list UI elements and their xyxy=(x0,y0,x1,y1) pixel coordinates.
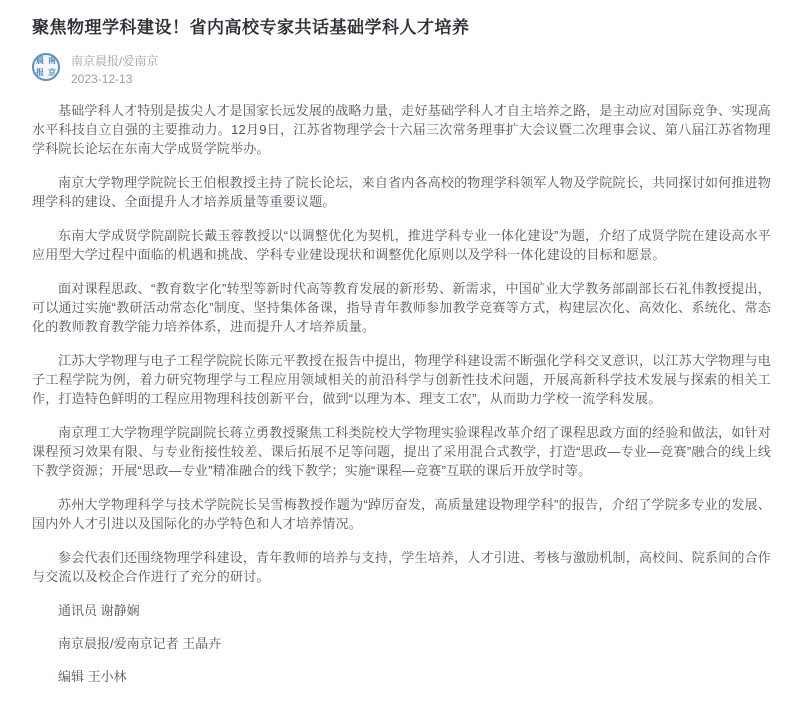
publisher-seal-icon xyxy=(32,53,60,81)
seal-char: 晨 xyxy=(36,56,44,65)
source-info xyxy=(71,53,158,86)
seal-char: 报 xyxy=(36,68,44,77)
seal-char: 京 xyxy=(48,68,56,77)
paragraph: 苏州大学物理科学与技术学院院长吴雪梅教授作题为“踔厉奋发，高质量建设物理学科”的报告，介绍了学院多专业的发展、国内外人才引进以及国际化的办学特色和人才培养情况。 xyxy=(32,497,771,531)
source-name: 南京晨报/爱南京 xyxy=(71,54,159,68)
seal-char: 南 xyxy=(48,56,56,65)
paragraph: 面对课程思政、“教育数字化”转型等新时代高等教育发展的新形势、新需求，中国矿业大学教务部副部长石礼伟教授提出，可以通过实施“教研活动常态化”制度、坚持集体备课，指导青年教师参加教学竞赛等方式，构建层次化、高效化、系统化、常态化的教师教育教学能力培养体系，进而提升人才培养质量。 xyxy=(32,281,771,334)
article-title: 聚焦物理学科建设！省内高校专家共话基础学科人才培养 xyxy=(32,18,470,37)
paragraph: 基础学科人才特别是拔尖人才是国家长远发展的战略力量，走好基础学科人才自主培养之路，是主动应对国际竞争、实现高水平科技自立自强的主要推动力。12月9日，江苏省物理学会十六届三次常务理事扩大会议暨二次理事会议、第八届江苏省物理学科院长论坛在东南大学成贤学院举办。 xyxy=(32,103,771,156)
correspondent-line: 通讯员 谢静娴 xyxy=(58,603,140,618)
paragraph: 参会代表们还围绕物理学科建设，青年教师的培养与支持，学生培养，人才引进、考核与激励机制，高校间、院系间的合作与交流以及校企合作进行了充分的研讨。 xyxy=(32,550,771,584)
reporter-line: 南京晨报/爱南京记者 王晶卉 xyxy=(58,636,222,651)
editor-line: 编辑 王小林 xyxy=(58,669,127,684)
paragraph: 南京理工大学物理学院副院长蒋立勇教授聚焦工科类院校大学物理实验课程改革介绍了课程思政方面的经验和做法，如针对课程预习效果有限、与专业衔接性较差、课后拓展不足等问题，提出了采用混合式教学，打造“思政—专业—竞赛”融合的线上线下教学资源；开展“思政—专业”精准融合的线下教学；实施“课程—竞赛”互联的课后开放学时等。 xyxy=(32,425,771,478)
article-signatures xyxy=(32,601,771,686)
article-body xyxy=(32,101,771,586)
publish-date: 2023-12-13 xyxy=(71,72,133,86)
article-meta xyxy=(32,53,771,86)
paragraph: 南京大学物理学院院长王伯根教授主持了院长论坛，来自省内各高校的物理学科领军人物及学院院长，共同探讨如何推进物理学科的建设、全面提升人才培养质量等重要议题。 xyxy=(32,175,771,209)
paragraph: 东南大学成贤学院副院长戴玉蓉教授以“以调整优化为契机，推进学科专业一体化建设”为题，介绍了成贤学院在建设高水平应用型大学过程中面临的机遇和挑战、学科专业建设现状和调整优化原则以及学科一体化建设的目标和愿景。 xyxy=(32,228,771,262)
paragraph: 江苏大学物理与电子工程学院院长陈元平教授在报告中提出，物理学科建设需不断强化学科交叉意识，以江苏大学物理与电子工程学院为例，着力研究物理学与工程应用领域相关的前沿科学与创新性技术问题，开展高新科学技术发展与探索的相关工作，打造特色鲜明的工程应用物理科技创新平台，做到“以理为本、理支工农”，从而助力学校一流学科发展。 xyxy=(32,353,771,406)
